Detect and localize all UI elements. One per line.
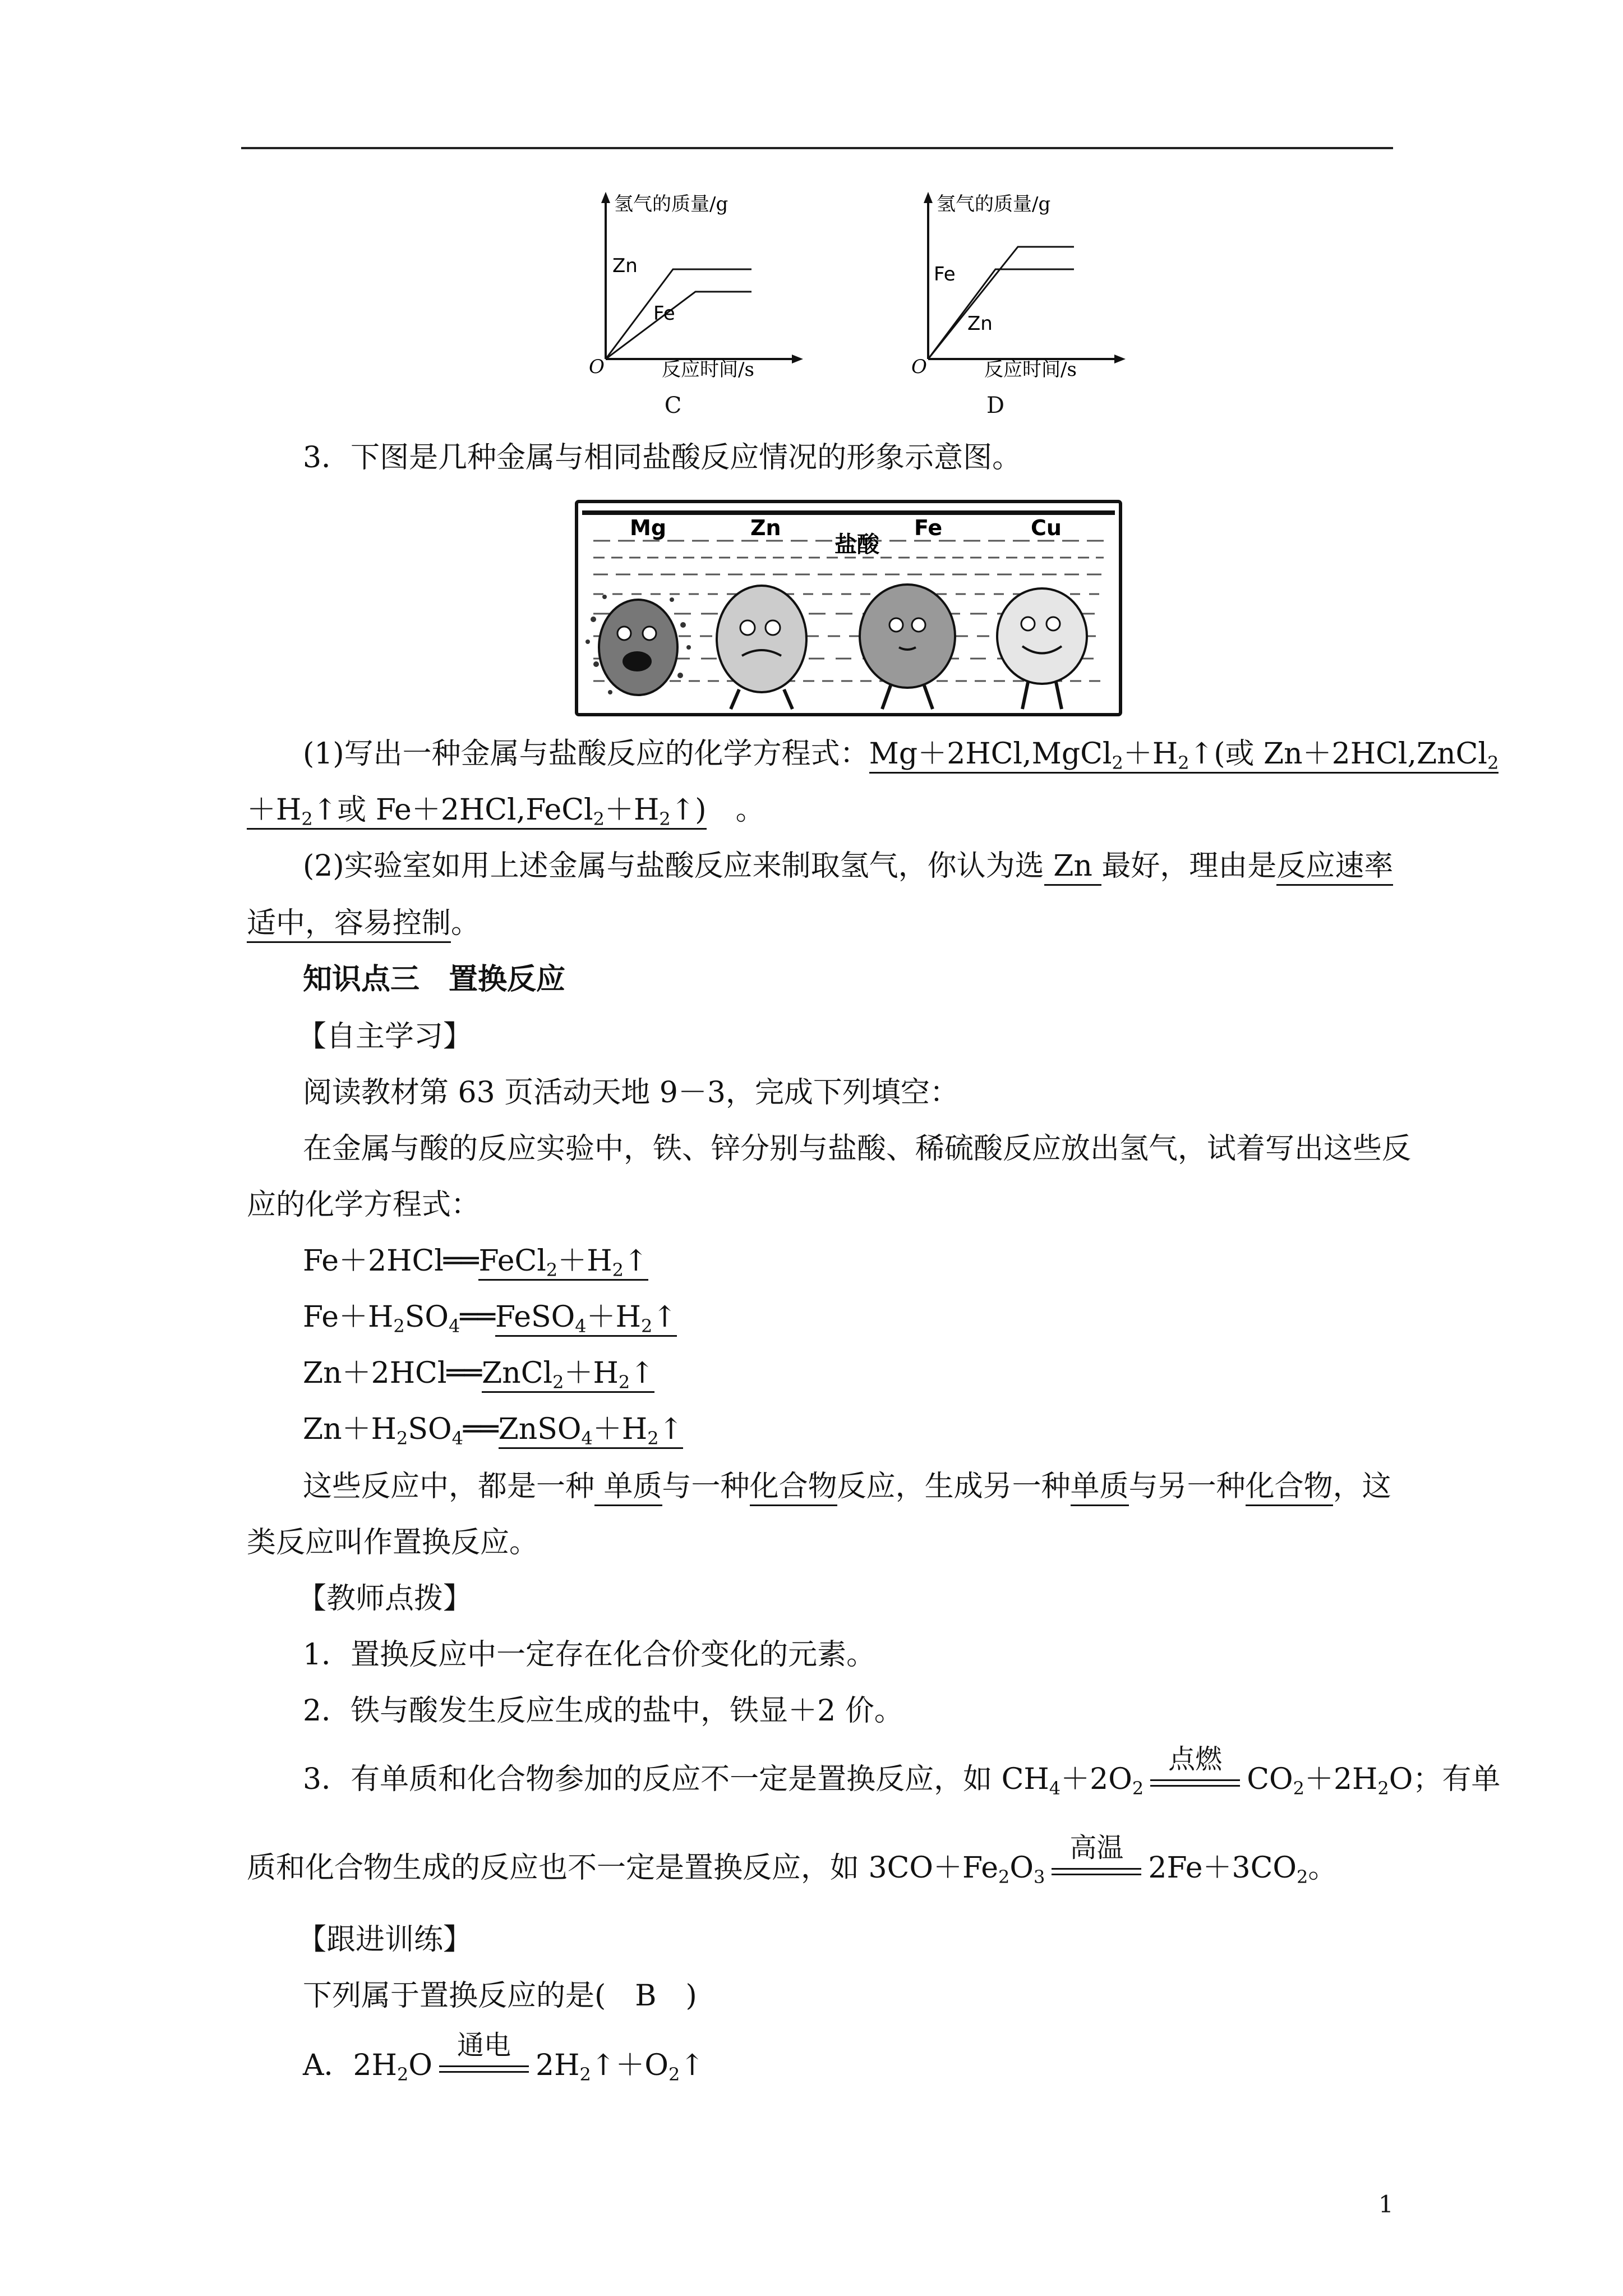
- equation-3: $Zn+2HCl══ZnCl_2+H_2↑$: [303, 1356, 654, 1393]
- intro-line1: 在金属与酸的反应实验中，铁、锌分别与盐酸、稀硫酸反应放出氢气，试着写出这些反: [303, 1132, 1412, 1166]
- chart-c-svg: [583, 191, 808, 381]
- condition-ignite: 点燃: [1150, 1765, 1240, 1798]
- teacher-tip-2: 2．铁与酸发生反应生成的盐中，铁显＋2 价。: [303, 1694, 903, 1728]
- chart-d-xlabel: 反应时间/s: [984, 358, 1077, 381]
- teacher-tip-3: 3．有单质和化合物参加的反应不一定是置换反应，如 $CH_4+2O_2$ 点燃 $CO_2+2H_2O$；有单: [303, 1743, 1501, 1799]
- chart-c-series-zn: [606, 269, 751, 359]
- chart-d-label-fe: Fe: [934, 263, 956, 286]
- header-rule: [241, 147, 1393, 149]
- read-instruction: 阅读教材第 63 页活动天地 9－3，完成下列填空：: [303, 1076, 959, 1110]
- practice-title: 【跟进训练】: [297, 1923, 473, 1957]
- chart-c-label-fe: Fe: [653, 302, 675, 325]
- definition-line1: 这些反应中，都是一种 单质与一种化合物反应，生成另一种单质与另一种化合物，这: [303, 1466, 1391, 1507]
- metal-reaction-illustration: [571, 496, 1126, 719]
- label-hcl: 盐酸: [834, 532, 879, 558]
- practice-option-a: A．$2H_2O$ 通电 $2H_2↑+O_2↑$: [303, 2029, 704, 2085]
- q3-part1-text: (1)写出一种金属与盐酸反应的化学方程式：: [303, 737, 869, 771]
- section-heading: 知识点三 置换反应: [303, 963, 566, 996]
- equation-3-answer: $ZnCl_2+H_2↑$: [482, 1356, 654, 1393]
- chart-d-ylabel: 氢气的质量/g: [937, 193, 1051, 215]
- condition-high-temp: 高温: [1052, 1853, 1141, 1887]
- chart-c-label-zn: Zn: [612, 255, 638, 277]
- condition-electrify: 通电: [439, 2051, 529, 2085]
- equation-2: $Fe+H_2SO_4══FeSO_4+H_2↑$: [303, 1300, 677, 1337]
- page-number: 1: [1378, 2191, 1394, 2218]
- chart-c: [583, 191, 808, 381]
- q3-part2-answer-metal: Zn: [1044, 849, 1102, 886]
- label-cu: Cu: [1031, 516, 1062, 540]
- q3-part1-answer: $Mg+2HCl,MgCl_2+H_2↑$(或 Zn＋2HCl,ZnCl$_2$: [869, 737, 1499, 774]
- chart-d-label-zn: Zn: [967, 312, 993, 335]
- q3-part2-answer-reason-cont: 适中，容易控制: [247, 907, 451, 943]
- definition-answer-3: 单质: [1071, 1470, 1129, 1506]
- q3-part2-answer-reason: 反应速率: [1276, 849, 1393, 886]
- q3-title: 3．下图是几种金属与相同盐酸反应情况的形象示意图。: [303, 441, 1022, 475]
- equation-4-answer: $ZnSO_4+H_2↑$: [498, 1412, 684, 1449]
- chart-c-origin: O: [589, 356, 605, 378]
- chart-d-svg: [906, 191, 1130, 381]
- definition-answer-1: 单质: [594, 1470, 662, 1506]
- q3-part1-answer-cont: $+H_2↑$或 $Fe+2HCl,FeCl_2+H_2↑$): [247, 793, 707, 830]
- teacher-tip-1: 1．置换反应中一定存在化合价变化的元素。: [303, 1638, 876, 1672]
- label-zn: Zn: [750, 516, 781, 540]
- definition-answer-2: 化合物: [750, 1470, 837, 1506]
- chart-c-series-fe: [606, 292, 751, 359]
- chart-c-x-arrow: [792, 355, 803, 364]
- chart-d-x-arrow: [1114, 355, 1126, 364]
- equation-1: $Fe+2HCl══FeCl_2+H_2↑$: [303, 1244, 648, 1281]
- practice-question: 下列属于置换反应的是( B ): [303, 1979, 697, 2013]
- chart-d-origin: O: [911, 356, 927, 378]
- equation-4: $Zn+H_2SO_4══ZnSO_4+H_2↑$: [303, 1412, 684, 1449]
- equation-2-answer: $FeSO_4+H_2↑$: [495, 1300, 677, 1337]
- intro-line2: 应的化学方程式：: [247, 1188, 481, 1222]
- beaker-svg: [571, 496, 1126, 719]
- chart-d: [906, 191, 1130, 381]
- teacher-tip-3-cont: 质和化合物生成的反应也不一定是置换反应，如 $3CO+Fe_2O_3$ 高温 $2Fe+3CO_2$。: [247, 1832, 1338, 1888]
- label-fe: Fe: [914, 516, 943, 540]
- chart-c-y-arrow: [601, 192, 610, 203]
- q3-part1-line2: $+H_2↑$或 $Fe+2HCl,FeCl_2+H_2↑$) 。: [247, 793, 765, 830]
- q3-part1-line1: [303, 734, 1498, 774]
- chart-d-caption: D: [986, 393, 1005, 418]
- q3-part2-line1: (2)实验室如用上述金属与盐酸反应来制取氢气，你认为选 Zn 最好，理由是反应速率: [303, 846, 1393, 886]
- q3-part2-line2: 适中，容易控制。: [247, 903, 480, 944]
- label-mg: Mg: [630, 516, 667, 540]
- chart-d-y-arrow: [924, 192, 933, 203]
- equation-1-answer: $FeCl_2+H_2↑$: [478, 1244, 648, 1281]
- definition-line2: 类反应叫作置换反应。: [247, 1526, 539, 1559]
- chart-c-caption: C: [664, 393, 682, 418]
- definition-answer-4: 化合物: [1246, 1470, 1333, 1506]
- self-study-title: 【自主学习】: [297, 1020, 473, 1053]
- teacher-title: 【教师点拨】: [297, 1582, 473, 1616]
- chart-c-xlabel: 反应时间/s: [662, 358, 754, 381]
- chart-c-ylabel: 氢气的质量/g: [614, 193, 728, 215]
